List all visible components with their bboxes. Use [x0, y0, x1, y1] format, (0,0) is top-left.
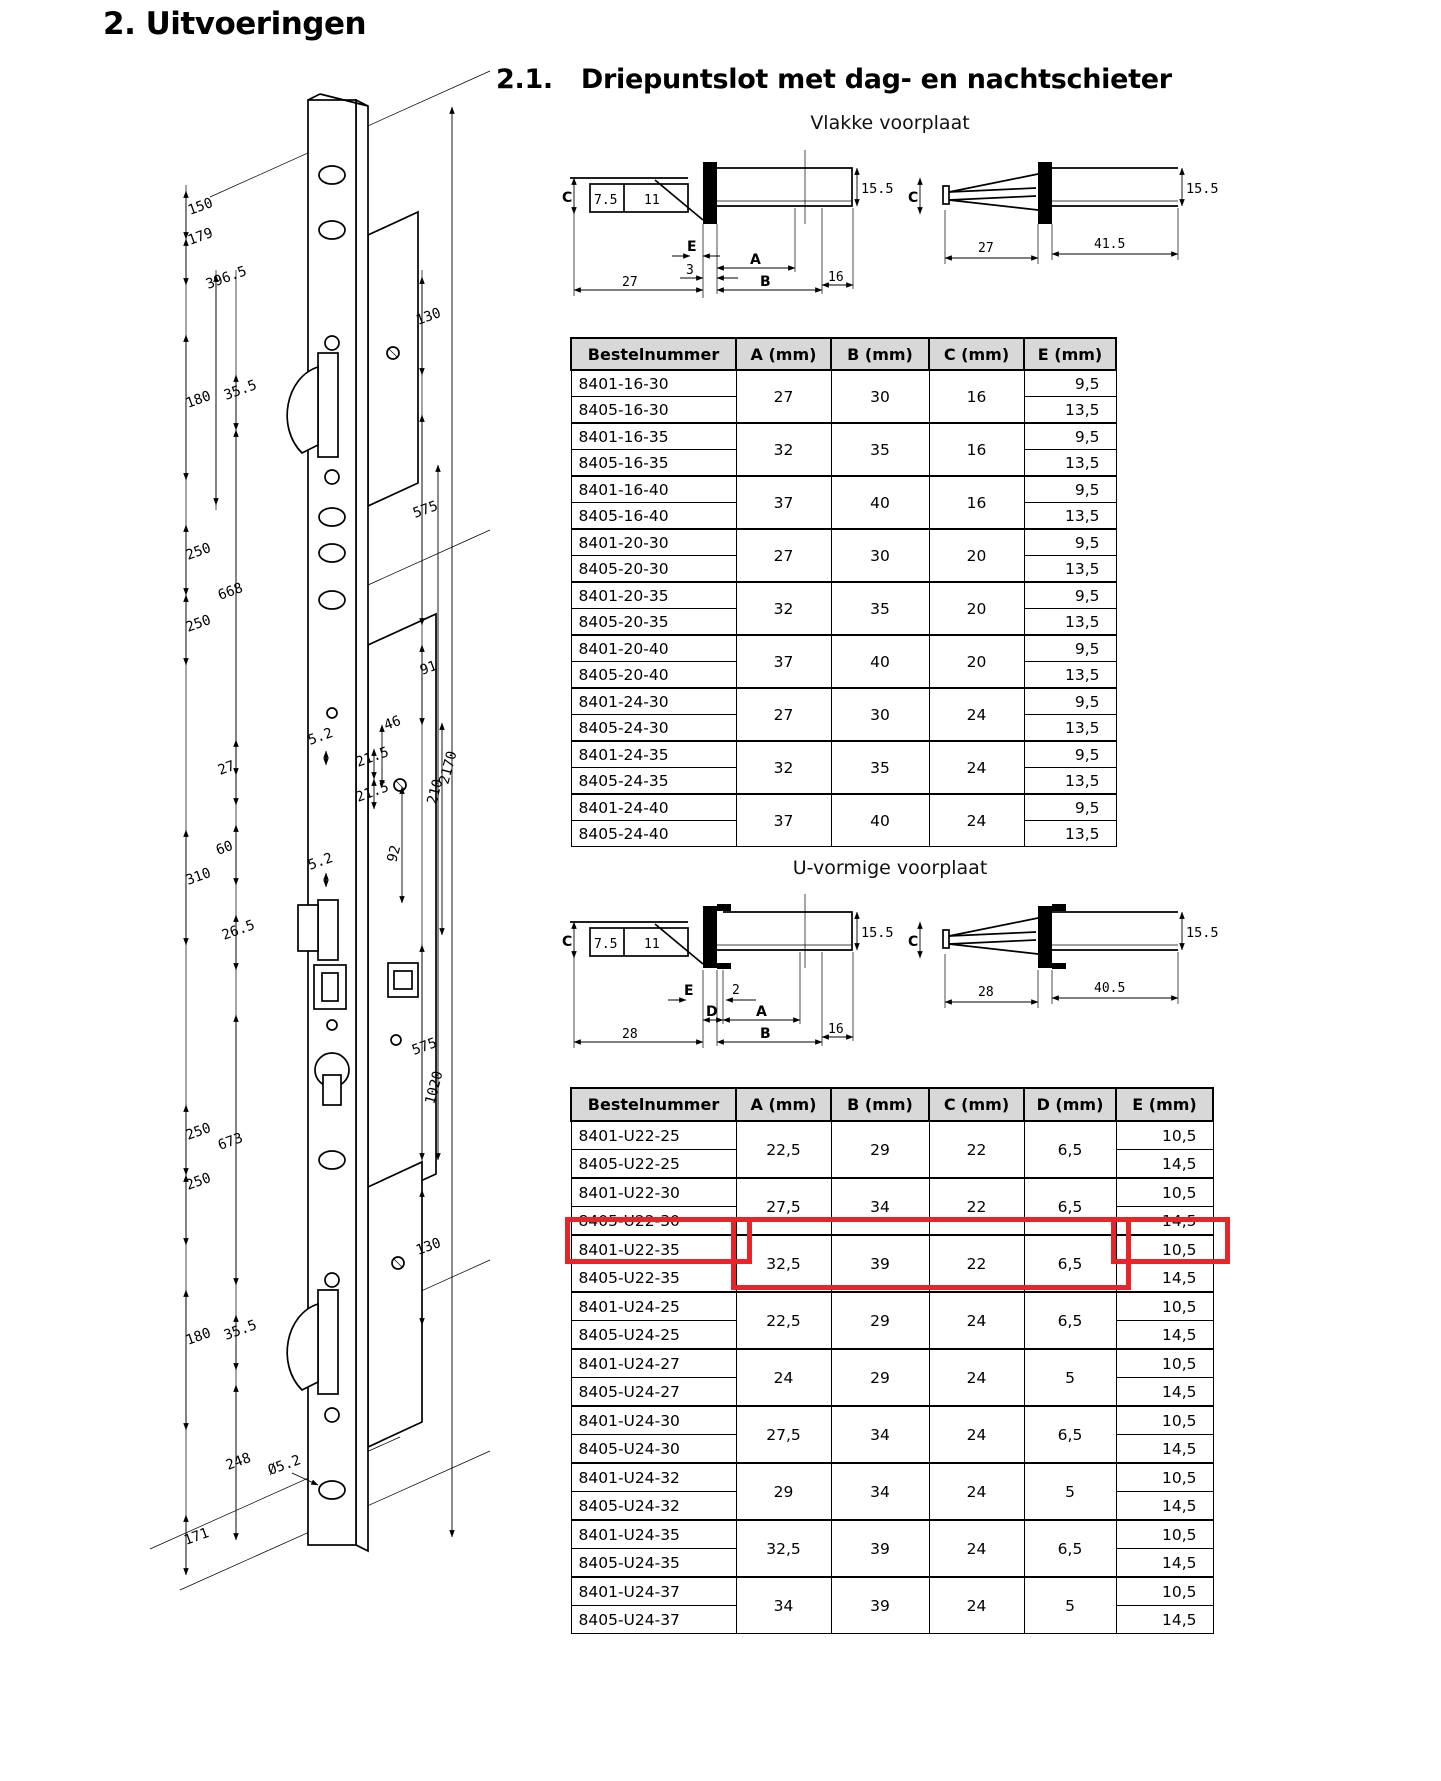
table-cell: 8401-U24-30	[571, 1406, 736, 1435]
table-cell: 8405-U22-25	[571, 1150, 736, 1179]
table-cell: 37	[736, 476, 831, 529]
table-cell: 14,5	[1116, 1606, 1213, 1634]
dim-letter: D	[706, 1004, 718, 1020]
dim-value: 15.5	[1186, 181, 1219, 197]
table-cell: 24	[929, 1406, 1024, 1463]
table-cell: 13,5	[1024, 397, 1116, 424]
table-cell: 10,5	[1116, 1349, 1213, 1378]
table-cell: 24	[929, 794, 1024, 847]
dim-letter: C	[908, 190, 919, 206]
table-cell: 9,5	[1024, 741, 1116, 768]
column-header: B (mm)	[831, 1088, 929, 1121]
dim-value: 27	[622, 275, 638, 290]
table-cell: 30	[831, 529, 929, 582]
table-cell: 13,5	[1024, 556, 1116, 583]
table-cell: 24	[929, 1292, 1024, 1349]
dim-label: 91	[417, 657, 440, 679]
u-left-section-drawing	[562, 894, 894, 1048]
table-cell: 13,5	[1024, 662, 1116, 689]
table-cell: 8405-U24-25	[571, 1321, 736, 1350]
table-cell: 13,5	[1024, 450, 1116, 477]
dim-label: Ø5.2	[265, 1452, 304, 1479]
table-cell: 9,5	[1024, 688, 1116, 715]
flat-left-section-drawing	[562, 150, 894, 298]
table-cell: 9,5	[1024, 370, 1116, 397]
table-cell: 16	[929, 370, 1024, 423]
table-cell: 14,5	[1116, 1378, 1213, 1407]
table-row	[571, 1349, 1213, 1378]
table-cell: 37	[736, 635, 831, 688]
table-cell: 8405-24-35	[571, 768, 736, 795]
table-cell: 8401-16-35	[571, 423, 736, 450]
table-cell: 14,5	[1116, 1435, 1213, 1464]
table-header-row	[571, 338, 1116, 370]
table-cell: 30	[831, 688, 929, 741]
table-cell: 14,5	[1116, 1549, 1213, 1578]
table-row	[571, 1178, 1213, 1207]
table-cell: 8401-U22-30	[571, 1178, 736, 1207]
table-row	[571, 1520, 1213, 1549]
table-cell: 5	[1024, 1577, 1116, 1634]
table-cell: 35	[831, 741, 929, 794]
table-cell: 10,5	[1116, 1520, 1213, 1549]
dim-label: 250	[183, 1170, 214, 1194]
table-cell: 39	[831, 1520, 929, 1577]
table-cell: 16	[929, 476, 1024, 529]
table-cell: 8405-20-40	[571, 662, 736, 689]
table-row	[571, 794, 1116, 821]
table-cell: 22	[929, 1178, 1024, 1235]
dim-label: 668	[215, 580, 246, 604]
section-heading	[496, 64, 1172, 95]
dim-label: 35.5	[221, 1317, 260, 1344]
dim-label: 26.5	[219, 917, 258, 944]
table-cell: 14,5	[1116, 1321, 1213, 1350]
table-cell: 8405-20-30	[571, 556, 736, 583]
table-cell: 8401-U24-25	[571, 1292, 736, 1321]
table-cell: 27	[736, 529, 831, 582]
table-cell: 24	[929, 1349, 1024, 1406]
table-cell: 8405-U24-30	[571, 1435, 736, 1464]
table-cell: 35	[831, 423, 929, 476]
table-cell: 8401-24-40	[571, 794, 736, 821]
column-header: Bestelnummer	[571, 1088, 736, 1121]
table-cell: 22,5	[736, 1121, 831, 1178]
table-cell: 20	[929, 582, 1024, 635]
dim-letter: E	[684, 983, 694, 999]
dim-label: 171	[181, 1525, 212, 1549]
table-cell: 29	[831, 1121, 929, 1178]
table-cell: 10,5	[1116, 1577, 1213, 1606]
u-faceplate-table	[570, 1087, 1214, 1634]
table-cell: 13,5	[1024, 503, 1116, 530]
dim-value: 7.5	[594, 937, 618, 952]
table-cell: 22	[929, 1235, 1024, 1292]
dim-label: 210	[424, 777, 447, 807]
table-cell: 8401-20-40	[571, 635, 736, 662]
dim-letter: A	[750, 252, 761, 268]
dim-label: 575	[410, 498, 441, 522]
table-cell: 29	[831, 1349, 929, 1406]
u-faceplate-table-wrap	[570, 1087, 1214, 1634]
table-cell: 8405-U24-35	[571, 1549, 736, 1578]
dim-label: 248	[223, 1450, 254, 1474]
table-cell: 8405-16-30	[571, 397, 736, 424]
table-cell: 9,5	[1024, 582, 1116, 609]
table-cell: 40	[831, 476, 929, 529]
table-cell: 32	[736, 423, 831, 476]
table-cell: 37	[736, 794, 831, 847]
table-cell: 24	[929, 1463, 1024, 1520]
dim-label: 396.5	[203, 263, 249, 293]
table-cell: 10,5	[1116, 1121, 1213, 1150]
table-row	[571, 1463, 1213, 1492]
table-cell: 27,5	[736, 1406, 831, 1463]
table-cell: 10,5	[1116, 1235, 1213, 1264]
table-cell: 8405-16-40	[571, 503, 736, 530]
table-cell: 9,5	[1024, 476, 1116, 503]
table-cell: 6,5	[1024, 1406, 1116, 1463]
dim-letter: E	[687, 239, 697, 255]
table-cell: 35	[831, 582, 929, 635]
table-cell: 8401-U24-27	[571, 1349, 736, 1378]
table-cell: 14,5	[1116, 1264, 1213, 1293]
table-cell: 14,5	[1116, 1207, 1213, 1236]
table-cell: 10,5	[1116, 1463, 1213, 1492]
table-cell: 8401-24-30	[571, 688, 736, 715]
lock-isometric-drawing	[150, 85, 490, 1590]
table-cell: 8401-16-30	[571, 370, 736, 397]
dim-letter: C	[562, 190, 573, 206]
column-header: Bestelnummer	[571, 338, 736, 370]
table-cell: 8401-20-35	[571, 582, 736, 609]
table-cell: 34	[831, 1463, 929, 1520]
table-cell: 8405-16-35	[571, 450, 736, 477]
dim-value: 28	[978, 985, 994, 1000]
table-row	[571, 1406, 1213, 1435]
table-cell: 8405-24-30	[571, 715, 736, 742]
table-cell: 8401-U24-37	[571, 1577, 736, 1606]
table-cell: 40	[831, 635, 929, 688]
table-row	[571, 635, 1116, 662]
dim-label: 673	[215, 1130, 246, 1154]
column-header: D (mm)	[1024, 1088, 1116, 1121]
dim-label: 2170	[436, 749, 461, 787]
dim-label: 1020	[422, 1069, 447, 1107]
table-cell: 16	[929, 423, 1024, 476]
dim-letter: A	[756, 1004, 767, 1020]
dim-label: 60	[213, 837, 236, 859]
dim-letter: C	[908, 934, 919, 950]
dim-label: 575	[409, 1035, 440, 1059]
dim-label: 27	[215, 757, 238, 779]
table-cell: 8401-U24-35	[571, 1520, 736, 1549]
table-cell: 32	[736, 582, 831, 635]
table-row	[571, 1121, 1213, 1150]
table-row	[571, 582, 1116, 609]
table-cell: 32,5	[736, 1520, 831, 1577]
dim-label: 250	[183, 612, 214, 636]
caption-u-faceplate: U-vormige voorplaat	[792, 857, 988, 879]
table-cell: 20	[929, 635, 1024, 688]
u-faceplate-cross-sections	[560, 882, 1240, 1082]
dim-value: 11	[644, 193, 660, 208]
dim-label: 180	[183, 1325, 214, 1349]
table-cell: 9,5	[1024, 529, 1116, 556]
table-cell: 39	[831, 1235, 929, 1292]
table-row	[571, 688, 1116, 715]
table-cell: 10,5	[1116, 1292, 1213, 1321]
dim-label: 21.5	[353, 779, 392, 806]
table-cell: 6,5	[1024, 1121, 1116, 1178]
table-cell: 39	[831, 1577, 929, 1634]
table-cell: 32	[736, 741, 831, 794]
dim-letter: B	[760, 274, 771, 290]
table-cell: 6,5	[1024, 1235, 1116, 1292]
caption-flat-faceplate: Vlakke voorplaat	[810, 112, 970, 134]
table-cell: 32,5	[736, 1235, 831, 1292]
dim-label: 92	[384, 843, 405, 865]
table-cell: 24	[929, 688, 1024, 741]
table-cell: 8401-20-30	[571, 529, 736, 556]
dim-value: 11	[644, 937, 660, 952]
dim-value: 15.5	[861, 925, 894, 941]
table-cell: 8405-U24-32	[571, 1492, 736, 1521]
dim-value: 2	[732, 983, 740, 998]
dim-label: 21.5	[353, 744, 392, 771]
table-cell: 24	[929, 1577, 1024, 1634]
table-row	[571, 529, 1116, 556]
dim-label: 250	[183, 540, 214, 564]
table-cell: 13,5	[1024, 821, 1116, 847]
dim-value: 16	[828, 1022, 844, 1037]
flat-faceplate-table-wrap	[570, 337, 1117, 847]
dim-value: 15.5	[1186, 925, 1219, 941]
table-cell: 34	[831, 1178, 929, 1235]
dim-value: 41.5	[1094, 237, 1126, 252]
table-cell: 34	[736, 1577, 831, 1634]
dim-label: 150	[185, 195, 216, 219]
column-header: E (mm)	[1116, 1088, 1213, 1121]
table-cell: 8405-20-35	[571, 609, 736, 636]
table-cell: 24	[736, 1349, 831, 1406]
table-cell: 13,5	[1024, 715, 1116, 742]
u-right-section-drawing	[908, 904, 1219, 1008]
column-header: E (mm)	[1024, 338, 1116, 370]
table-cell: 9,5	[1024, 423, 1116, 450]
section-number: 2.1.	[496, 64, 553, 95]
table-cell: 8405-U24-37	[571, 1606, 736, 1634]
dim-value: 3	[686, 263, 694, 278]
table-cell: 22	[929, 1121, 1024, 1178]
table-row	[571, 1577, 1213, 1606]
dim-letter: C	[562, 934, 573, 950]
table-cell: 27,5	[736, 1178, 831, 1235]
table-cell: 20	[929, 529, 1024, 582]
dim-label: 310	[183, 865, 214, 889]
table-cell: 13,5	[1024, 768, 1116, 795]
section-title: Driepuntslot met dag- en nachtschieter	[580, 64, 1172, 95]
table-cell: 8405-U22-30	[571, 1207, 736, 1236]
page-title: 2. Uitvoeringen	[103, 6, 367, 42]
table-cell: 24	[929, 1520, 1024, 1577]
table-cell: 6,5	[1024, 1292, 1116, 1349]
table-cell: 8401-24-35	[571, 741, 736, 768]
table-cell: 29	[831, 1292, 929, 1349]
table-cell: 14,5	[1116, 1492, 1213, 1521]
column-header: A (mm)	[736, 338, 831, 370]
table-row	[571, 423, 1116, 450]
table-cell: 8401-U22-25	[571, 1121, 736, 1150]
dim-label: 5.2	[305, 725, 336, 749]
table-cell: 10,5	[1116, 1406, 1213, 1435]
table-cell: 8405-24-40	[571, 821, 736, 847]
table-cell: 8401-16-40	[571, 476, 736, 503]
table-cell: 6,5	[1024, 1178, 1116, 1235]
column-header: C (mm)	[929, 1088, 1024, 1121]
dim-label: 35.5	[221, 377, 260, 404]
table-cell: 8401-U24-32	[571, 1463, 736, 1492]
table-row	[571, 1292, 1213, 1321]
table-cell: 10,5	[1116, 1178, 1213, 1207]
dim-label: 130	[413, 1235, 444, 1259]
dim-value: 40.5	[1094, 981, 1126, 996]
column-header: C (mm)	[929, 338, 1024, 370]
column-header: B (mm)	[831, 338, 929, 370]
table-cell: 27	[736, 688, 831, 741]
flat-faceplate-table	[570, 337, 1117, 847]
table-cell: 30	[831, 370, 929, 423]
dim-label: 5.2	[305, 850, 336, 874]
table-cell: 22,5	[736, 1292, 831, 1349]
table-cell: 5	[1024, 1349, 1116, 1406]
dim-value: 7.5	[594, 193, 618, 208]
table-row	[571, 370, 1116, 397]
dim-value: 27	[978, 241, 994, 256]
table-cell: 27	[736, 370, 831, 423]
dim-label: 250	[183, 1120, 214, 1144]
table-cell: 13,5	[1024, 609, 1116, 636]
table-cell: 9,5	[1024, 635, 1116, 662]
column-header: A (mm)	[736, 1088, 831, 1121]
flat-right-section-drawing	[908, 162, 1219, 264]
table-cell: 8401-U22-35	[571, 1235, 736, 1264]
dim-label: 46	[381, 712, 404, 734]
dim-label: 179	[185, 225, 216, 249]
table-row	[571, 741, 1116, 768]
table-row	[571, 1235, 1213, 1264]
flat-faceplate-cross-sections	[560, 138, 1240, 328]
table-cell: 24	[929, 741, 1024, 794]
table-cell: 34	[831, 1406, 929, 1463]
table-cell: 14,5	[1116, 1150, 1213, 1179]
dim-value: 16	[828, 270, 844, 285]
dim-letter: B	[760, 1026, 771, 1042]
table-cell: 29	[736, 1463, 831, 1520]
table-cell: 9,5	[1024, 794, 1116, 821]
dim-value: 28	[622, 1027, 638, 1042]
dim-label: 180	[183, 388, 214, 412]
table-cell: 6,5	[1024, 1520, 1116, 1577]
dim-value: 15.5	[861, 181, 894, 197]
dim-label: 130	[413, 305, 444, 329]
table-header-row	[571, 1088, 1213, 1121]
table-row	[571, 476, 1116, 503]
table-cell: 5	[1024, 1463, 1116, 1520]
table-cell: 8405-U22-35	[571, 1264, 736, 1293]
table-cell: 8405-U24-27	[571, 1378, 736, 1407]
table-cell: 40	[831, 794, 929, 847]
